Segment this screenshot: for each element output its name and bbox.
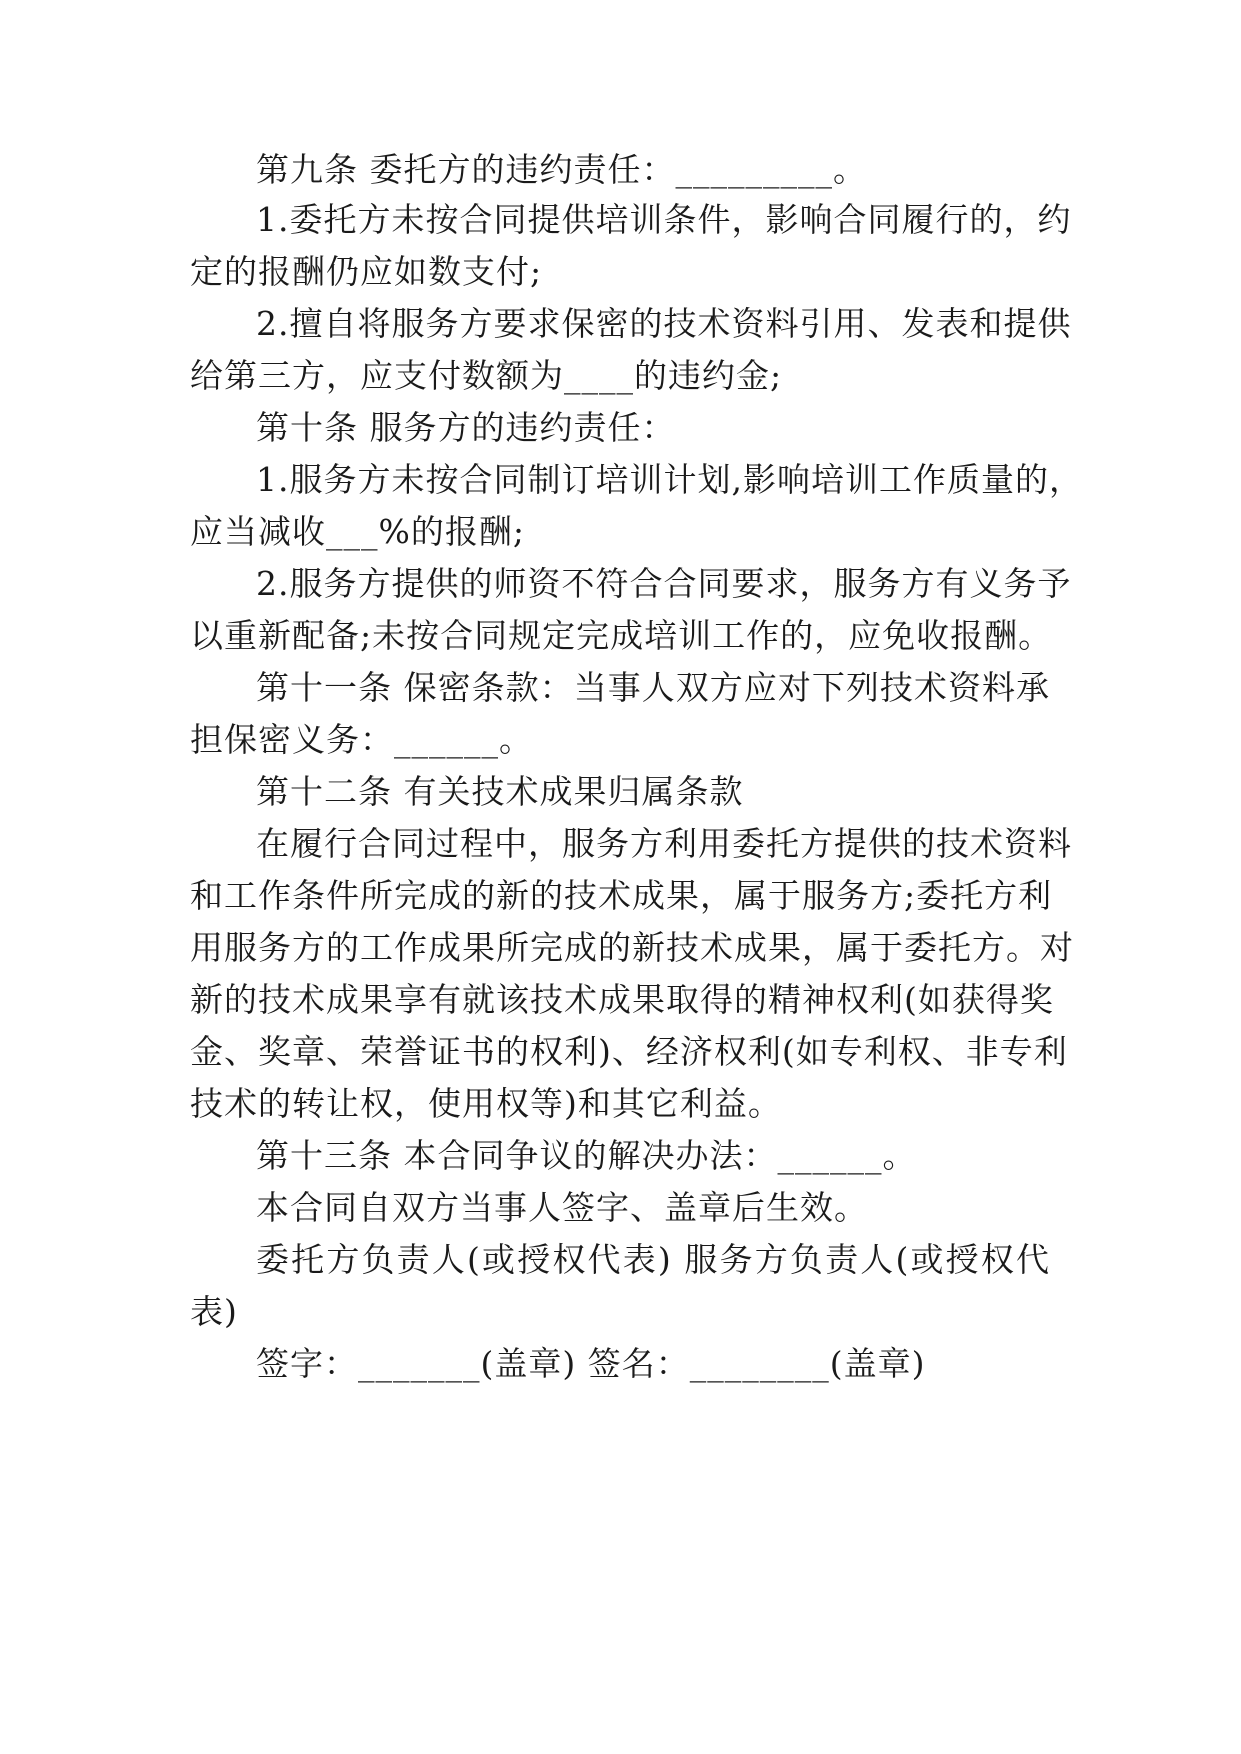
article-10-item-1: 1.服务方未按合同制订培训计划,影响培训工作质量的， <box>256 460 1083 499</box>
article-10-item-1-cont: 应当减收___%的报酬; <box>190 512 525 551</box>
article-10-item-2-cont: 以重新配备;未按合同规定完成培训工作的，应免收报酬。 <box>190 616 1053 655</box>
article-9-item-2-cont: 给第三方，应支付数额为____的违约金; <box>190 356 783 395</box>
article-13-heading: 第十三条 本合同争议的解决办法：______。 <box>256 1136 917 1175</box>
article-9-item-2: 2.擅自将服务方要求保密的技术资料引用、发表和提供 <box>256 304 1072 343</box>
article-12-para-line-1: 在履行合同过程中，服务方利用委托方提供的技术资料 <box>256 824 1072 863</box>
article-12-para-line-2: 和工作条件所完成的新的技术成果，属于服务方;委托方利 <box>190 876 1053 915</box>
signature-line: 签字：_______(盖章) 签名：________(盖章) <box>256 1344 926 1383</box>
article-9-item-1-cont: 定的报酬仍应如数支付; <box>190 252 543 291</box>
effective-clause: 本合同自双方当事人签字、盖章后生效。 <box>256 1188 868 1227</box>
article-12-para-line-3: 用服务方的工作成果所完成的新技术成果，属于委托方。对 <box>190 928 1074 967</box>
article-12-para-line-4: 新的技术成果享有就该技术成果取得的精神权利(如获得奖 <box>190 980 1054 1019</box>
article-12-para-line-6: 技术的转让权，使用权等)和其它利益。 <box>190 1084 782 1123</box>
article-12-para-line-5: 金、奖章、荣誉证书的权利)、经济权利(如专利权、非专利 <box>190 1032 1068 1071</box>
article-11-heading: 第十一条 保密条款：当事人双方应对下列技术资料承 <box>256 668 1050 707</box>
article-9-heading: 第九条 委托方的违约责任：_________。 <box>256 150 867 189</box>
article-9-item-1: 1.委托方未按合同提供培训条件，影响合同履行的，约 <box>256 200 1072 239</box>
article-10-item-2: 2.服务方提供的师资不符合合同要求，服务方有义务予 <box>256 564 1072 603</box>
signatories-line-cont: 表) <box>190 1292 238 1331</box>
article-12-heading: 第十二条 有关技术成果归属条款 <box>256 772 744 811</box>
article-10-heading: 第十条 服务方的违约责任： <box>256 408 676 447</box>
signatories-line: 委托方负责人(或授权代表) 服务方负责人(或授权代 <box>256 1240 1050 1279</box>
article-11-cont: 担保密义务：______。 <box>190 720 533 759</box>
